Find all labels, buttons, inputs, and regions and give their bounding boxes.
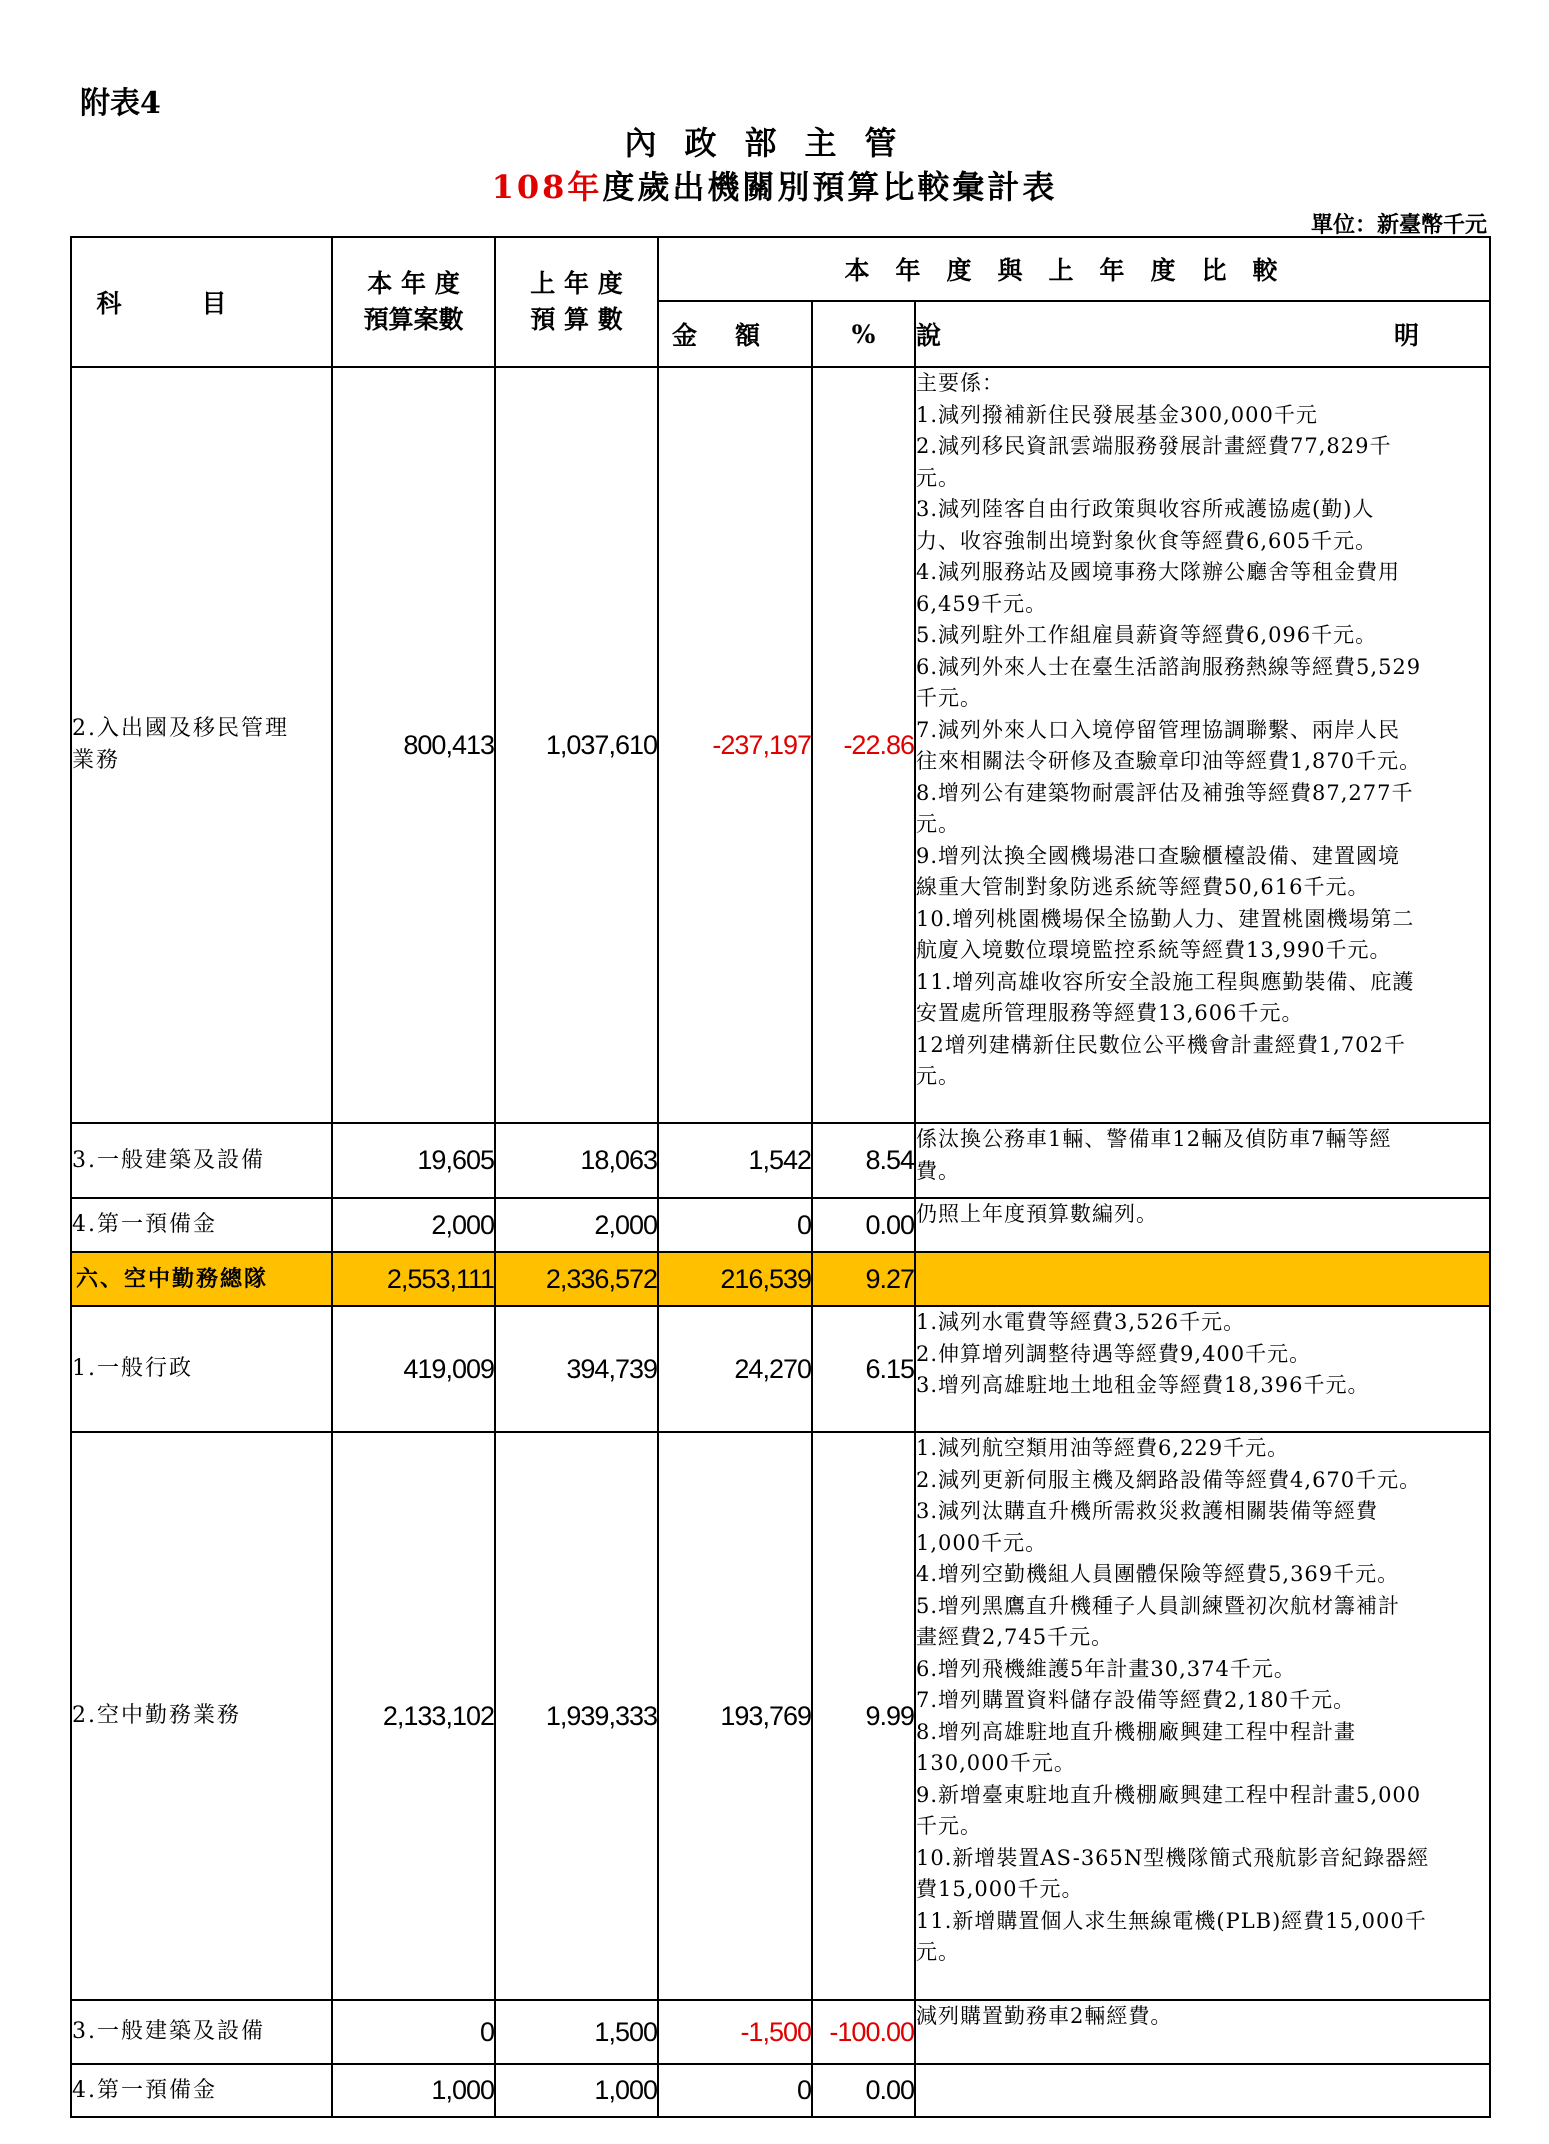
table-body <box>71 367 1490 2117</box>
row-diff-percent: 9.99 <box>812 1432 915 2000</box>
description-line: 5.減列駐外工作組雇員薪資等經費6,096千元。 <box>916 623 1378 647</box>
row-description <box>915 1306 1490 1432</box>
description-line: 2.減列移民資訊雲端服務發展計畫經費77,829千 <box>916 434 1392 458</box>
description-line: 係汰換公務車1輛、警備車12輛及偵防車7輛等經 <box>916 1127 1392 1151</box>
row-diff-amount: 0 <box>658 1198 812 1252</box>
subject-line: 業務 <box>72 748 121 773</box>
row-diff-amount: 0 <box>658 2064 812 2117</box>
description-line: 2.減列更新伺服主機及網路設備等經費4,670千元。 <box>916 1467 1422 1492</box>
row-current-budget: 2,553,111 <box>332 1252 495 1306</box>
row-current-budget: 2,133,102 <box>332 1432 495 2000</box>
col-previous-line1: 上 年 度 <box>530 269 623 298</box>
subject-line: 3.一般建築及設備 <box>72 2019 265 2044</box>
description-line: 1.減列撥補新住民發展基金300,000千元 <box>916 402 1318 427</box>
description-line: 1.減列航空類用油等經費6,229千元。 <box>916 1436 1290 1460</box>
row-diff-amount: 1,542 <box>658 1123 812 1198</box>
row-subject <box>71 1432 332 2000</box>
description-line: 3.減列汰購直升機所需救災救護相關裝備等經費 <box>916 1499 1379 1523</box>
description-line: 6,459千元。 <box>916 591 1048 616</box>
description-line: 8.增列公有建築物耐震評估及補強等經費87,277千 <box>916 780 1414 805</box>
description-line: 4.增列空勤機組人員團體保險等經費5,369千元。 <box>916 1562 1400 1586</box>
page-title: 內政部主管 <box>624 124 925 162</box>
description-line: 力、收容強制出境對象伙食等經費6,605千元。 <box>916 528 1378 553</box>
row-description <box>915 1432 1490 2000</box>
description-line: 10.新增裝置AS-365N型機隊簡式飛航影音紀錄器經 <box>916 1845 1430 1870</box>
description-line: 元。 <box>916 812 960 836</box>
row-subject <box>71 1123 332 1198</box>
row-current-budget: 19,605 <box>332 1123 495 1198</box>
title-year: 108年 <box>491 168 603 206</box>
unit-label: 單位：新臺幣千元 <box>1310 212 1487 238</box>
description-line: 仍照上年度預算數編列。 <box>916 1202 1158 1226</box>
row-current-budget: 0 <box>332 2000 495 2064</box>
description-line: 元。 <box>916 1064 960 1088</box>
col-current-budget <box>332 237 495 367</box>
col-previous-line2: 預 算 數 <box>530 305 623 334</box>
row-previous-budget: 1,000 <box>495 2064 658 2117</box>
table-row <box>71 367 1490 1123</box>
row-diff-percent: -22.86 <box>812 367 915 1123</box>
col-current-line1: 本 年 度 <box>367 269 460 298</box>
table-row <box>71 1123 1490 1198</box>
page-subtitle <box>0 162 1549 208</box>
description-line: 6.增列飛機維護5年計畫30,374千元。 <box>916 1656 1296 1681</box>
description-line: 主要係： <box>916 371 1004 395</box>
annex-label: 附表4 <box>80 86 161 121</box>
col-subject: 科目 <box>71 237 332 367</box>
description-line: 費15,000千元。 <box>916 1877 1084 1901</box>
row-description <box>915 2064 1490 2117</box>
col-desc-left: 說 <box>916 321 942 350</box>
col-current-line2: 預算案數 <box>363 305 464 334</box>
row-diff-percent: 9.27 <box>812 1252 915 1306</box>
row-diff-amount: 24,270 <box>658 1306 812 1432</box>
description-line: 千元。 <box>916 686 982 710</box>
col-comparison: 本年度與上年度比較 <box>658 237 1490 301</box>
budget-table <box>70 236 1491 2118</box>
table-row <box>71 1432 1490 2000</box>
description-line: 航廈入境數位環境監控系統等經費13,990千元。 <box>916 938 1392 962</box>
subject-line: 1.一般行政 <box>72 1356 193 1381</box>
description-line: 11.增列高雄收容所安全設施工程與應勤裝備、庇護 <box>916 969 1415 994</box>
description-line: 6.減列外來人士在臺生活諮詢服務熱線等經費5,529 <box>916 654 1422 679</box>
description-line: 5.增列黑鷹直升機種子人員訓練暨初次航材籌補計 <box>916 1593 1401 1618</box>
description-line: 線重大管制對象防逃系統等經費50,616千元。 <box>916 875 1370 899</box>
row-diff-percent: 8.54 <box>812 1123 915 1198</box>
row-subject <box>71 1306 332 1432</box>
row-subject <box>71 2000 332 2064</box>
row-description <box>915 1198 1490 1252</box>
row-description <box>915 367 1490 1123</box>
row-previous-budget: 394,739 <box>495 1306 658 1432</box>
description-line: 1.減列水電費等經費3,526千元。 <box>916 1310 1246 1334</box>
description-line: 1,000千元。 <box>916 1530 1048 1555</box>
row-previous-budget: 18,063 <box>495 1123 658 1198</box>
subject-line: 2.入出國及移民管理 <box>72 716 289 741</box>
description-line: 往來相關法令研修及查驗章印油等經費1,870千元。 <box>916 749 1422 773</box>
row-current-budget: 800,413 <box>332 367 495 1123</box>
description-line: 9.新增臺東駐地直升機棚廠興建工程中程計畫5,000 <box>916 1782 1422 1807</box>
row-diff-percent: 0.00 <box>812 1198 915 1252</box>
col-previous-budget <box>495 237 658 367</box>
row-subject <box>71 2064 332 2117</box>
table-row <box>71 1198 1490 1252</box>
description-line: 安置處所管理服務等經費13,606千元。 <box>916 1001 1304 1025</box>
row-current-budget: 2,000 <box>332 1198 495 1252</box>
description-line: 千元。 <box>916 1814 982 1838</box>
subject-line: 4.第一預備金 <box>72 2077 217 2103</box>
description-line: 11.新增購置個人求生無線電機(PLB)經費15,000千 <box>916 1908 1427 1933</box>
subject-line: 2.空中勤務業務 <box>72 1703 241 1728</box>
description-line: 元。 <box>916 1940 960 1964</box>
row-diff-amount: 216,539 <box>658 1252 812 1306</box>
description-line: 元。 <box>916 465 960 490</box>
subject-line: 4.第一預備金 <box>72 1212 217 1237</box>
col-description <box>915 301 1490 367</box>
department-row <box>71 1252 1490 1306</box>
description-line: 10.增列桃園機場保全協勤人力、建置桃園機場第二 <box>916 906 1415 931</box>
description-line: 130,000千元。 <box>916 1751 1076 1775</box>
row-diff-amount: -237,197 <box>658 367 812 1123</box>
description-line: 8.增列高雄駐地直升機棚廠興建工程中程計畫 <box>916 1719 1357 1744</box>
row-subject <box>71 1252 332 1306</box>
row-previous-budget: 1,037,610 <box>495 367 658 1123</box>
description-line: 費。 <box>916 1158 960 1183</box>
row-previous-budget: 1,500 <box>495 2000 658 2064</box>
row-diff-percent: -100.00 <box>812 2000 915 2064</box>
row-previous-budget: 1,939,333 <box>495 1432 658 2000</box>
row-subject <box>71 367 332 1123</box>
description-line: 畫經費2,745千元。 <box>916 1625 1114 1649</box>
row-current-budget: 419,009 <box>332 1306 495 1432</box>
description-line: 減列購置勤務車2輛經費。 <box>916 2004 1173 2028</box>
subject-line: 六、空中勤務總隊 <box>76 1266 269 1292</box>
row-diff-percent: 6.15 <box>812 1306 915 1432</box>
row-description <box>915 1252 1490 1306</box>
row-subject <box>71 1198 332 1252</box>
table-row <box>71 2064 1490 2117</box>
row-previous-budget: 2,336,572 <box>495 1252 658 1306</box>
description-line: 4.減列服務站及國境事務大隊辦公廳舍等租金費用 <box>916 560 1401 584</box>
description-line: 3.減列陸客自由行政策與收容所戒護協處(勤)人 <box>916 497 1375 521</box>
description-line: 7.減列外來人口入境停留管理協調聯繫、兩岸人民 <box>916 717 1401 742</box>
row-current-budget: 1,000 <box>332 2064 495 2117</box>
description-line: 3.增列高雄駐地土地租金等經費18,396千元。 <box>916 1373 1370 1397</box>
description-line: 2.伸算增列調整待遇等經費9,400千元。 <box>916 1341 1312 1366</box>
table-row <box>71 1306 1490 1432</box>
title-rest: 度歲出機關別預算比較彙計表 <box>602 168 1058 206</box>
row-diff-amount: 193,769 <box>658 1432 812 2000</box>
row-description <box>915 1123 1490 1198</box>
description-line: 12增列建構新住民數位公平機會計畫經費1,702千 <box>916 1032 1406 1057</box>
subject-line: 3.一般建築及設備 <box>72 1147 265 1173</box>
description-line: 9.增列汰換全國機場港口查驗櫃檯設備、建置國境 <box>916 843 1401 868</box>
row-diff-amount: -1,500 <box>658 2000 812 2064</box>
col-amount: 金額 <box>658 301 812 367</box>
table-row <box>71 2000 1490 2064</box>
row-previous-budget: 2,000 <box>495 1198 658 1252</box>
row-description <box>915 2000 1490 2064</box>
col-percent: % <box>812 301 915 367</box>
row-diff-percent: 0.00 <box>812 2064 915 2117</box>
col-desc-right: 明 <box>1393 321 1419 350</box>
description-line: 7.增列購置資料儲存設備等經費2,180千元。 <box>916 1688 1356 1712</box>
